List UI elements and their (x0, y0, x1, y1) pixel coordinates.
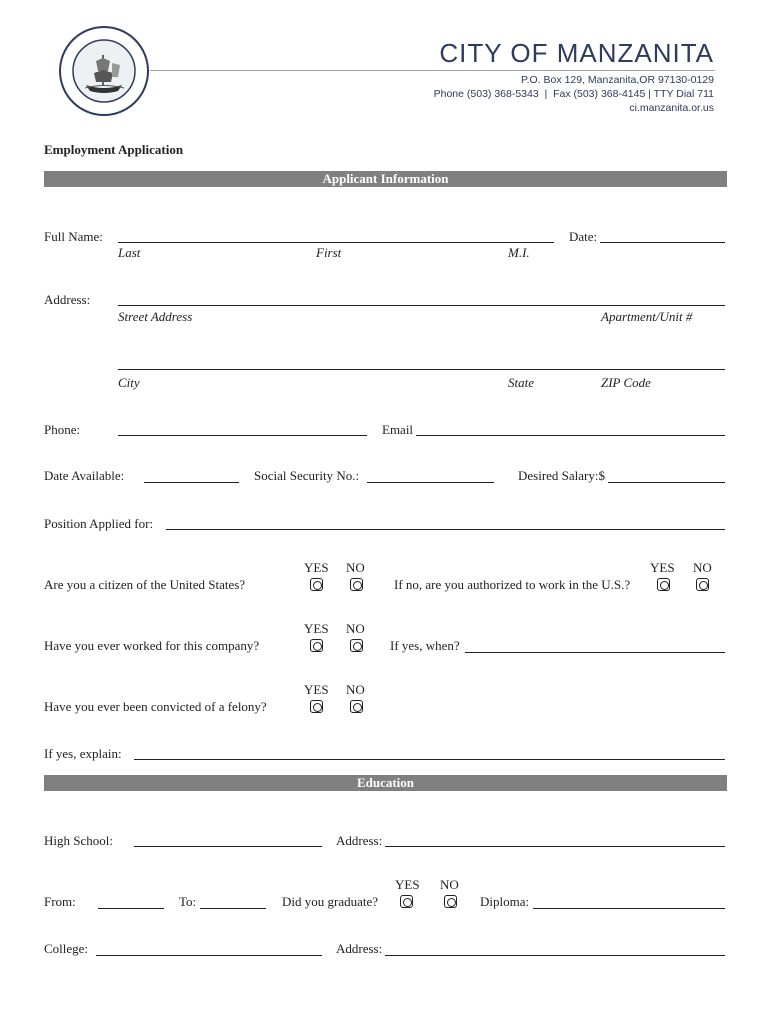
felony-yes-label: YES (304, 682, 329, 697)
city-caption: City (118, 375, 140, 390)
diploma-label: Diploma: (480, 894, 530, 909)
citizen-question: Are you a citizen of the United States? (44, 577, 246, 592)
position-field[interactable] (166, 529, 725, 530)
to-label: To: (179, 894, 197, 909)
org-name: CITY OF MANZANITA (439, 38, 714, 68)
graduate-question: Did you graduate? (282, 894, 379, 909)
section-education: Education (44, 775, 727, 791)
street-address-field[interactable] (118, 305, 725, 306)
college-address-label: Address: (336, 941, 383, 956)
city-seal-logo (58, 25, 150, 117)
graduate-no-checkbox[interactable] (444, 895, 457, 908)
citizen-no-label: NO (346, 560, 365, 575)
zip-caption: ZIP Code (601, 375, 651, 390)
worked-no-label: NO (346, 621, 365, 636)
felony-no-label: NO (346, 682, 365, 697)
date-available-field[interactable] (144, 482, 239, 483)
if-yes-when-field[interactable] (465, 652, 725, 653)
felony-yes-checkbox[interactable] (310, 700, 323, 713)
explain-label: If yes, explain: (44, 746, 122, 761)
org-address: P.O. Box 129, Manzanita,OR 97130-0129 (520, 74, 714, 86)
authorized-yes-label: YES (650, 560, 675, 575)
college-field[interactable] (96, 955, 322, 956)
worked-yes-label: YES (304, 621, 329, 636)
full-name-field[interactable] (118, 242, 554, 243)
date-available-label: Date Available: (44, 468, 125, 483)
org-phone: Phone (503) 368-5343 | Fax (503) 368-4145 | TTY Dial 711 (433, 88, 714, 100)
authorized-yes-checkbox[interactable] (657, 578, 670, 591)
mi-caption: M.I. (508, 245, 530, 260)
desired-salary-label: Desired Salary:$ (518, 468, 606, 483)
desired-salary-field[interactable] (608, 482, 725, 483)
high-school-address-label: Address: (336, 833, 383, 848)
full-name-label: Full Name: (44, 229, 103, 244)
authorized-no-label: NO (693, 560, 712, 575)
email-field[interactable] (416, 435, 725, 436)
high-school-field[interactable] (134, 846, 322, 847)
org-website[interactable]: ci.manzanita.or.us (629, 102, 714, 114)
to-field[interactable] (200, 908, 266, 909)
explain-field[interactable] (134, 759, 725, 760)
high-school-address-field[interactable] (385, 846, 725, 847)
email-label: Email (382, 422, 414, 437)
from-label: From: (44, 894, 76, 909)
header-rule (150, 70, 715, 71)
graduate-yes-checkbox[interactable] (400, 895, 413, 908)
city-state-zip-field[interactable] (118, 369, 725, 370)
phone-field[interactable] (118, 435, 367, 436)
authorized-question: If no, are you authorized to work in the U.S.? (394, 577, 631, 592)
section-applicant-information: Applicant Information (44, 171, 727, 187)
if-yes-when-label: If yes, when? (390, 638, 460, 653)
college-label: College: (44, 941, 89, 956)
worked-yes-checkbox[interactable] (310, 639, 323, 652)
felony-question: Have you ever been convicted of a felony? (44, 699, 267, 714)
citizen-no-checkbox[interactable] (350, 578, 363, 591)
worked-no-checkbox[interactable] (350, 639, 363, 652)
date-label: Date: (569, 229, 598, 244)
college-address-field[interactable] (385, 955, 725, 956)
street-address-caption: Street Address (118, 309, 193, 324)
ssn-label: Social Security No.: (254, 468, 360, 483)
citizen-yes-checkbox[interactable] (310, 578, 323, 591)
graduate-yes-label: YES (395, 877, 420, 892)
authorized-no-checkbox[interactable] (696, 578, 709, 591)
high-school-label: High School: (44, 833, 113, 848)
last-name-caption: Last (118, 245, 141, 260)
address-label: Address: (44, 292, 91, 307)
graduate-no-label: NO (440, 877, 459, 892)
diploma-field[interactable] (533, 908, 725, 909)
form-title: Employment Application (44, 142, 184, 157)
position-label: Position Applied for: (44, 516, 154, 531)
ssn-field[interactable] (367, 482, 494, 483)
date-field[interactable] (600, 242, 725, 243)
first-name-caption: First (316, 245, 342, 260)
felony-no-checkbox[interactable] (350, 700, 363, 713)
worked-question: Have you ever worked for this company? (44, 638, 260, 653)
state-caption: State (508, 375, 534, 390)
phone-label: Phone: (44, 422, 81, 437)
apartment-caption: Apartment/Unit # (601, 309, 693, 324)
from-field[interactable] (98, 908, 164, 909)
citizen-yes-label: YES (304, 560, 329, 575)
